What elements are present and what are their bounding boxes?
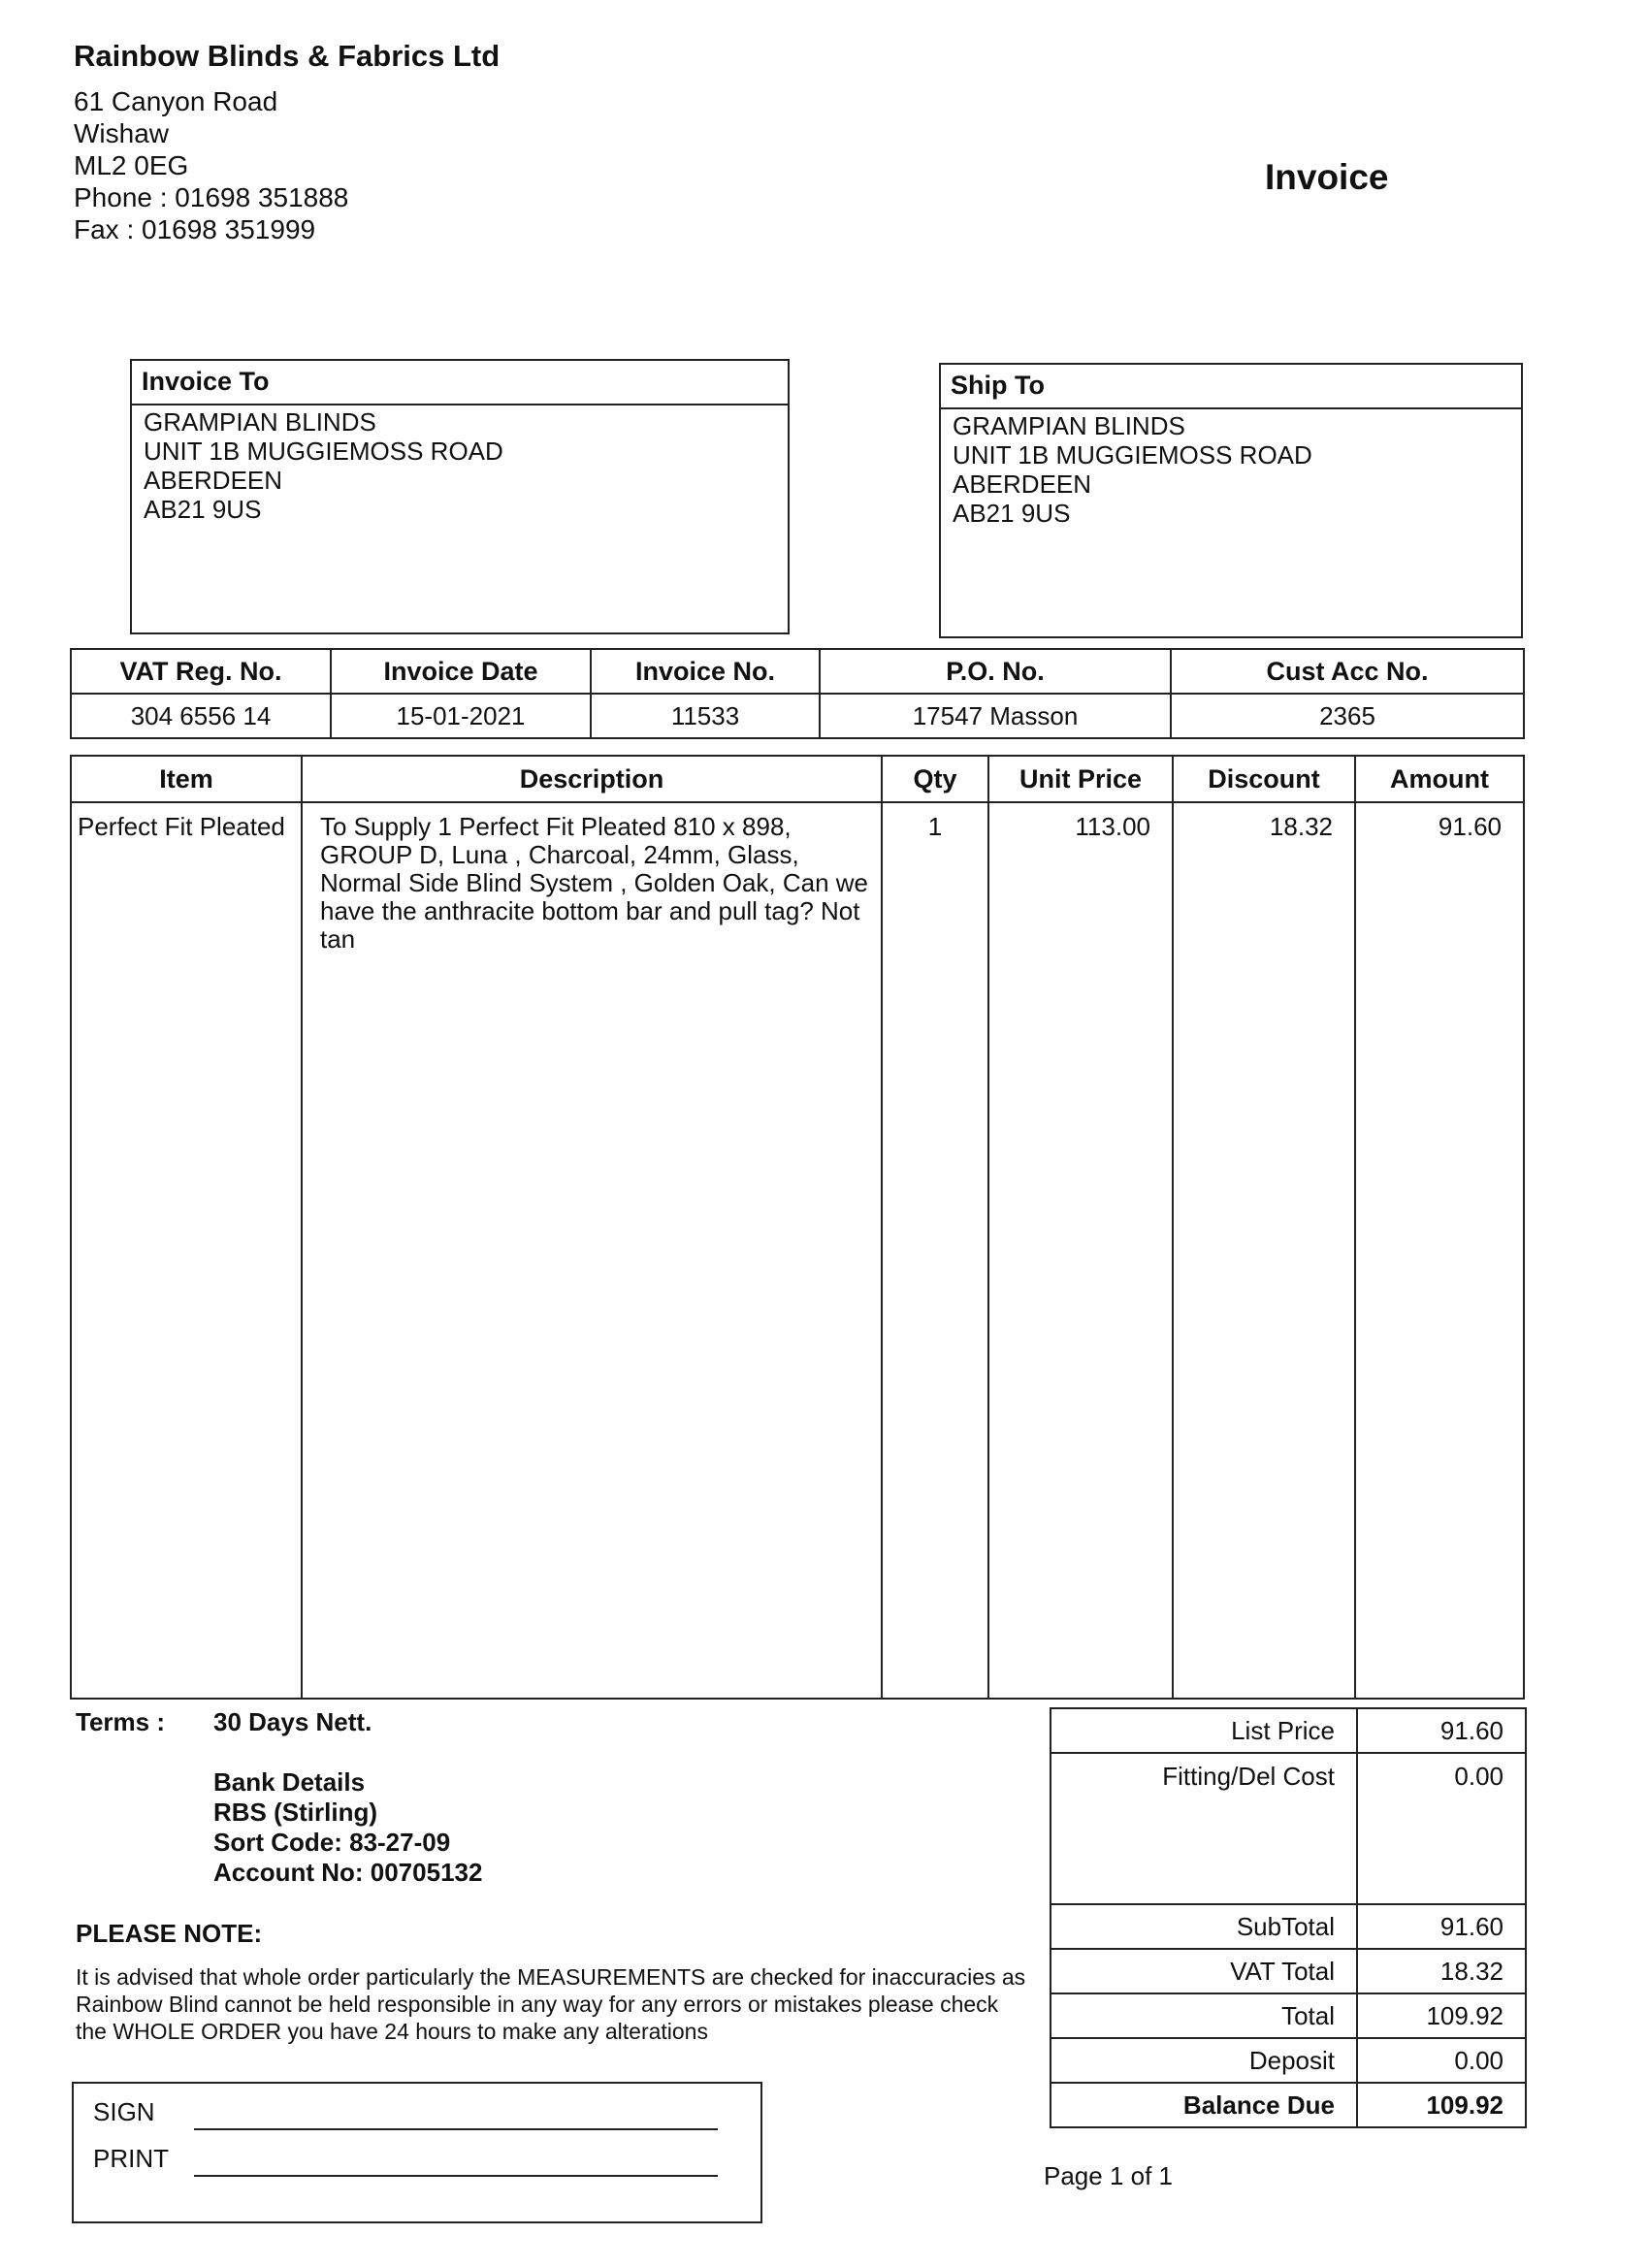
totals-row (1051, 1949, 1526, 1993)
invoice-no: 11533 (591, 694, 820, 738)
balance-due-label: Balance Due (1051, 2083, 1357, 2127)
address-line: Wishaw (74, 118, 170, 148)
invoice-to-label: Invoice To (132, 361, 788, 405)
item-name: Perfect Fit Pleated (71, 802, 302, 1699)
address-line: UNIT 1B MUGGIEMOSS ROAD (144, 437, 503, 466)
bank-name: RBS (Stirling) (213, 1798, 377, 1827)
signature-box (72, 2082, 762, 2223)
page-number: Page 1 of 1 (1044, 2161, 1173, 2190)
ship-to-label: Ship To (941, 365, 1521, 409)
subtotal-label: SubTotal (1051, 1904, 1357, 1949)
address-line: ML2 0EG (74, 150, 189, 180)
meta-header: Invoice Date (331, 649, 591, 694)
invoice-meta-table (70, 648, 1525, 739)
list-price-value: 91.60 (1357, 1708, 1526, 1753)
item-unit-price: 113.00 (988, 802, 1173, 1699)
vat-reg-no: 304 6556 14 (71, 694, 331, 738)
ship-to-box (939, 363, 1523, 638)
vat-total-value: 18.32 (1357, 1949, 1526, 1993)
cust-acc-no: 2365 (1171, 694, 1524, 738)
line-items-table (70, 755, 1525, 1700)
totals-row (1051, 1753, 1526, 1904)
balance-due-value: 109.92 (1357, 2083, 1526, 2127)
totals-row (1051, 1708, 1526, 1753)
meta-header: Cust Acc No. (1171, 649, 1524, 694)
invoice-date: 15-01-2021 (331, 694, 591, 738)
po-no: 17547 Masson (820, 694, 1171, 738)
totals-row (1051, 1904, 1526, 1949)
items-header: Amount (1355, 756, 1524, 802)
note-text: It is advised that whole order particularly the MEASUREMENTS are checked for inaccuracies as Rainbow Blind cannot be held responsible in any way for any errors or mistakes please check the WHOLE ORDER you have 24 hours to make any alterations (76, 1964, 1026, 2044)
terms-value: 30 Days Nett. (213, 1707, 372, 1736)
meta-header: VAT Reg. No. (71, 649, 331, 694)
totals-table (1050, 1707, 1527, 2128)
fitting-cost-label: Fitting/Del Cost (1051, 1753, 1357, 1904)
table-row (71, 802, 1524, 1699)
address-line: GRAMPIAN BLINDS (953, 411, 1185, 440)
note-heading: PLEASE NOTE: (76, 1919, 263, 1948)
company-address (74, 85, 348, 245)
company-phone: Phone : 01698 351888 (74, 182, 349, 212)
subtotal-value: 91.60 (1357, 1904, 1526, 1949)
sort-code: Sort Code: 83-27-09 (213, 1828, 451, 1857)
item-qty: 1 (882, 802, 988, 1699)
items-header: Qty (882, 756, 988, 802)
total-label: Total (1051, 1993, 1357, 2038)
deposit-value: 0.00 (1357, 2038, 1526, 2083)
address-line: ABERDEEN (144, 466, 283, 495)
fitting-cost-value: 0.00 (1357, 1753, 1526, 1904)
items-header: Item (71, 756, 302, 802)
total-value: 109.92 (1357, 1993, 1526, 2038)
bank-details (213, 1767, 482, 1888)
items-header: Unit Price (988, 756, 1173, 802)
meta-header: P.O. No. (820, 649, 1171, 694)
address-line: ABERDEEN (953, 470, 1092, 499)
item-description: To Supply 1 Perfect Fit Pleated 810 x 898, GROUP D, Luna , Charcoal, 24mm, Glass, Normal Side Blind System , Golden Oak, Can we have the anthracite bottom bar and pull tag? Not tan (302, 802, 882, 1699)
address-line: AB21 9US (144, 495, 262, 524)
items-header: Discount (1173, 756, 1355, 802)
totals-row (1051, 2083, 1526, 2127)
address-line: UNIT 1B MUGGIEMOSS ROAD (953, 440, 1312, 470)
item-discount: 18.32 (1173, 802, 1355, 1699)
company-name: Rainbow Blinds & Fabrics Ltd (74, 39, 501, 73)
invoice-to-address (132, 405, 788, 526)
invoice-to-box (130, 359, 790, 634)
sign-line[interactable] (194, 2128, 718, 2130)
item-amount: 91.60 (1355, 802, 1524, 1699)
address-line: GRAMPIAN BLINDS (144, 407, 376, 437)
terms-label: Terms : (76, 1707, 165, 1736)
sign-label: SIGN (93, 2097, 155, 2126)
document-title: Invoice (1265, 157, 1389, 197)
totals-row (1051, 1993, 1526, 2038)
deposit-label: Deposit (1051, 2038, 1357, 2083)
vat-total-label: VAT Total (1051, 1949, 1357, 1993)
items-header: Description (302, 756, 882, 802)
print-line[interactable] (194, 2175, 718, 2177)
account-no: Account No: 00705132 (213, 1858, 483, 1887)
totals-row (1051, 2038, 1526, 2083)
address-line: AB21 9US (953, 499, 1071, 528)
ship-to-address (941, 409, 1521, 530)
bank-title: Bank Details (213, 1767, 366, 1797)
address-line: 61 Canyon Road (74, 86, 278, 116)
meta-header: Invoice No. (591, 649, 820, 694)
company-fax: Fax : 01698 351999 (74, 214, 316, 244)
list-price-label: List Price (1051, 1708, 1357, 1753)
print-label: PRINT (93, 2144, 169, 2173)
